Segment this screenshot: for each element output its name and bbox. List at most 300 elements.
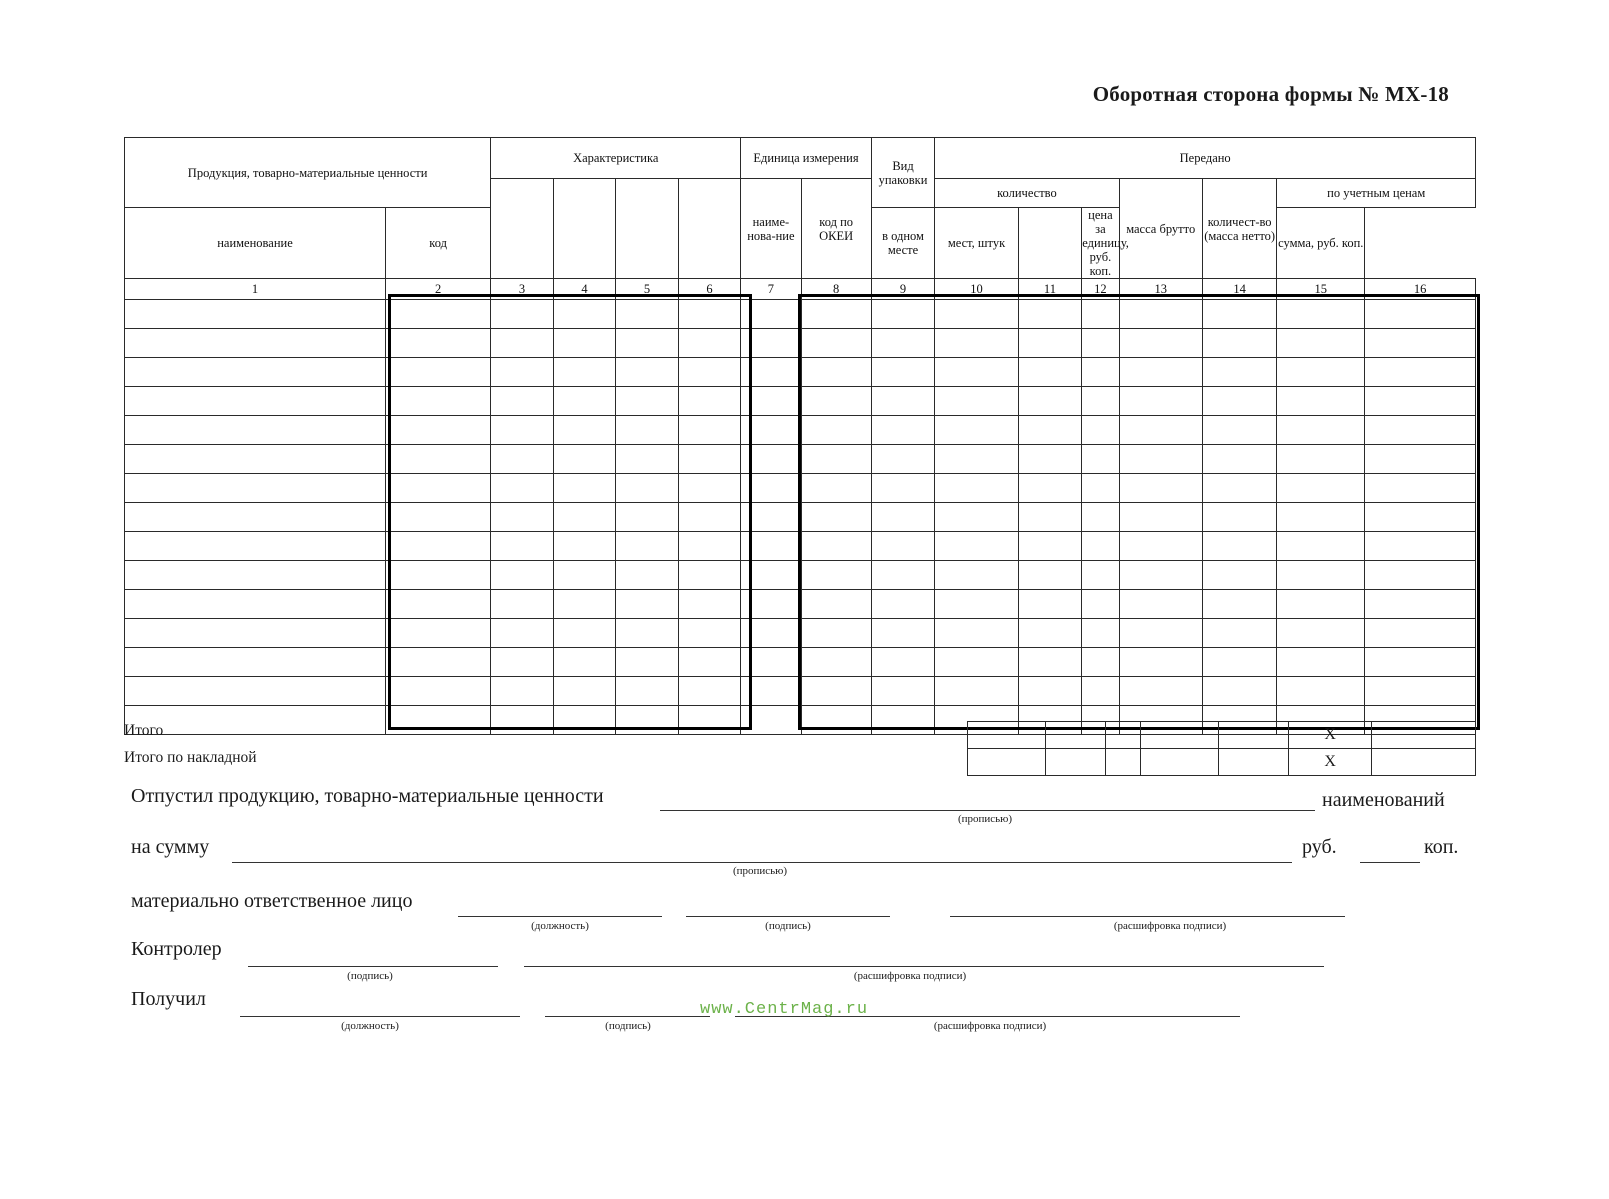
- table-cell[interactable]: [1365, 416, 1476, 445]
- table-cell[interactable]: [935, 648, 1018, 677]
- table-cell[interactable]: [741, 358, 801, 387]
- table-cell[interactable]: [1365, 329, 1476, 358]
- table-cell[interactable]: [553, 532, 616, 561]
- kop-label: коп.: [1424, 836, 1459, 858]
- table-cell[interactable]: [491, 358, 554, 387]
- table-cell[interactable]: [935, 503, 1018, 532]
- table-row[interactable]: [125, 590, 1476, 619]
- table-cell[interactable]: [935, 329, 1018, 358]
- table-cell[interactable]: [1365, 619, 1476, 648]
- totals-c11: [1046, 722, 1106, 749]
- table-cell[interactable]: [1018, 445, 1082, 474]
- table-cell[interactable]: [616, 387, 679, 416]
- table-cell[interactable]: [1202, 300, 1277, 329]
- table-cell[interactable]: [385, 619, 490, 648]
- th-sum: сумма, руб. коп.: [1277, 208, 1365, 279]
- table-cell[interactable]: [678, 503, 741, 532]
- table-cell[interactable]: [871, 358, 935, 387]
- table-cell[interactable]: [871, 677, 935, 706]
- table-cell[interactable]: [1018, 358, 1082, 387]
- th-in-one-place: в одном месте: [871, 208, 935, 279]
- table-row[interactable]: [125, 300, 1476, 329]
- sum-input-line[interactable]: [232, 862, 1292, 863]
- colnum-5: 5: [616, 279, 679, 300]
- table-cell[interactable]: [1365, 358, 1476, 387]
- table-cell[interactable]: [801, 532, 871, 561]
- table-cell[interactable]: [871, 590, 935, 619]
- table-cell[interactable]: [1202, 619, 1277, 648]
- table-cell[interactable]: [125, 561, 386, 590]
- table-row[interactable]: [125, 619, 1476, 648]
- responsible-decode-line[interactable]: [950, 916, 1345, 917]
- table-cell[interactable]: [871, 416, 935, 445]
- table-cell[interactable]: [125, 590, 386, 619]
- table-cell[interactable]: [1018, 329, 1082, 358]
- table-cell[interactable]: [1119, 648, 1202, 677]
- table-row[interactable]: [125, 561, 1476, 590]
- table-cell[interactable]: [1018, 590, 1082, 619]
- table-cell[interactable]: [935, 300, 1018, 329]
- table-cell[interactable]: [125, 503, 386, 532]
- colnum-8: 8: [801, 279, 871, 300]
- table-cell[interactable]: [491, 648, 554, 677]
- sum-caption: (прописью): [732, 865, 788, 877]
- table-cell[interactable]: [616, 590, 679, 619]
- table-cell[interactable]: [491, 532, 554, 561]
- table-cell[interactable]: [1119, 358, 1202, 387]
- table-cell[interactable]: [491, 329, 554, 358]
- table-cell[interactable]: [491, 590, 554, 619]
- form-title: Оборотная сторона формы № МХ-18: [1092, 82, 1449, 106]
- table-cell[interactable]: [1365, 387, 1476, 416]
- table-cell[interactable]: [385, 387, 490, 416]
- table-cell[interactable]: [125, 619, 386, 648]
- table-cell[interactable]: [1365, 503, 1476, 532]
- table-cell[interactable]: [1202, 474, 1277, 503]
- table-row[interactable]: [125, 503, 1476, 532]
- table-cell[interactable]: [801, 590, 871, 619]
- table-cell[interactable]: [125, 300, 386, 329]
- totals-c15-x: X: [1289, 722, 1371, 749]
- table-cell[interactable]: [616, 329, 679, 358]
- table-cell[interactable]: [553, 619, 616, 648]
- table-cell[interactable]: [125, 445, 386, 474]
- colnum-16: 16: [1365, 279, 1476, 300]
- table-cell[interactable]: [1202, 503, 1277, 532]
- table-cell[interactable]: [1082, 532, 1119, 561]
- table-cell[interactable]: [1082, 300, 1119, 329]
- table-cell[interactable]: [125, 677, 386, 706]
- th-places-pcs: мест, штук: [935, 208, 1018, 279]
- totals-c13: [1140, 722, 1218, 749]
- table-cell[interactable]: [491, 561, 554, 590]
- totals-c10: [967, 722, 1045, 749]
- controller-signature-caption: (подпись): [347, 970, 393, 982]
- table-cell[interactable]: [935, 358, 1018, 387]
- received-position-caption: (должность): [341, 1020, 399, 1032]
- table-cell[interactable]: [385, 474, 490, 503]
- table-cell[interactable]: [1018, 300, 1082, 329]
- table-cell[interactable]: [1082, 619, 1119, 648]
- table-cell[interactable]: [385, 416, 490, 445]
- table-cell[interactable]: [801, 677, 871, 706]
- table-cell[interactable]: [935, 561, 1018, 590]
- table-cell[interactable]: [385, 590, 490, 619]
- table-cell[interactable]: [1202, 329, 1277, 358]
- table-cell[interactable]: [125, 648, 386, 677]
- table-cell[interactable]: [616, 503, 679, 532]
- table-cell[interactable]: [385, 677, 490, 706]
- table-cell[interactable]: [935, 416, 1018, 445]
- controller-signature-line[interactable]: [248, 966, 498, 967]
- table-cell[interactable]: [741, 474, 801, 503]
- table-cell[interactable]: [801, 358, 871, 387]
- table-cell[interactable]: [1119, 677, 1202, 706]
- names-label: наименований: [1322, 789, 1445, 811]
- table-cell[interactable]: [1018, 677, 1082, 706]
- table-row[interactable]: [125, 677, 1476, 706]
- table-cell[interactable]: [1018, 387, 1082, 416]
- table-cell[interactable]: [1082, 387, 1119, 416]
- table-cell[interactable]: [1202, 445, 1277, 474]
- th-transferred: Передано: [935, 138, 1476, 179]
- responsible-decode-caption: (расшифровка подписи): [1113, 920, 1227, 932]
- table-cell[interactable]: [491, 300, 554, 329]
- table-cell[interactable]: [616, 532, 679, 561]
- table-row[interactable]: [125, 648, 1476, 677]
- table-cell[interactable]: [1277, 445, 1365, 474]
- table-cell[interactable]: [616, 445, 679, 474]
- table-cell[interactable]: [1082, 445, 1119, 474]
- table-cell[interactable]: [741, 387, 801, 416]
- totals-row: [124, 722, 1476, 749]
- table-cell[interactable]: [491, 503, 554, 532]
- table-cell[interactable]: [553, 474, 616, 503]
- table-cell[interactable]: [1119, 387, 1202, 416]
- table-cell[interactable]: [491, 445, 554, 474]
- th-qty-net: количест-во (масса нетто): [1202, 179, 1277, 279]
- table-cell[interactable]: [125, 532, 386, 561]
- table-cell[interactable]: [741, 329, 801, 358]
- controller-decode-caption: (расшифровка подписи): [853, 970, 967, 982]
- colnum-11: 11: [1018, 279, 1082, 300]
- table-cell[interactable]: [1365, 590, 1476, 619]
- table-cell[interactable]: [871, 532, 935, 561]
- table-cell[interactable]: [801, 329, 871, 358]
- table-cell[interactable]: [871, 300, 935, 329]
- th-unit-okei: код по ОКЕИ: [801, 179, 871, 279]
- table-cell[interactable]: [871, 387, 935, 416]
- table-cell[interactable]: [616, 561, 679, 590]
- table-cell[interactable]: [491, 474, 554, 503]
- colnum-9: 9: [871, 279, 935, 300]
- table-cell[interactable]: [385, 503, 490, 532]
- table-cell[interactable]: [1202, 387, 1277, 416]
- totals-c14: [1219, 722, 1289, 749]
- table-cell[interactable]: [935, 387, 1018, 416]
- table-cell[interactable]: [1018, 532, 1082, 561]
- table-cell[interactable]: [935, 677, 1018, 706]
- table-cell[interactable]: [1277, 619, 1365, 648]
- kop-input-line[interactable]: [1360, 862, 1420, 863]
- table-cell[interactable]: [491, 387, 554, 416]
- table-cell[interactable]: [871, 329, 935, 358]
- table-cell[interactable]: [491, 677, 554, 706]
- table-cell[interactable]: [385, 445, 490, 474]
- table-cell[interactable]: [385, 532, 490, 561]
- table-cell[interactable]: [871, 503, 935, 532]
- table-cell[interactable]: [1082, 474, 1119, 503]
- th-quantity: количество: [935, 179, 1119, 208]
- table-cell[interactable]: [1082, 416, 1119, 445]
- table-cell[interactable]: [801, 445, 871, 474]
- table-cell[interactable]: [741, 503, 801, 532]
- table-cell[interactable]: [1018, 416, 1082, 445]
- table-cell[interactable]: [801, 648, 871, 677]
- table-cell[interactable]: [801, 561, 871, 590]
- table-cell[interactable]: [1365, 677, 1476, 706]
- table-cell[interactable]: [1277, 416, 1365, 445]
- table-cell[interactable]: [1119, 445, 1202, 474]
- table-row[interactable]: [125, 329, 1476, 358]
- controller-decode-line[interactable]: [524, 966, 1324, 967]
- released-input-line[interactable]: [660, 810, 1315, 811]
- table-cell[interactable]: [1202, 416, 1277, 445]
- table-cell[interactable]: [1365, 474, 1476, 503]
- table-cell[interactable]: [1082, 677, 1119, 706]
- table-cell[interactable]: [125, 387, 386, 416]
- table-cell[interactable]: [1202, 648, 1277, 677]
- table-cell[interactable]: [125, 358, 386, 387]
- table-cell[interactable]: [801, 300, 871, 329]
- table-cell[interactable]: [1082, 503, 1119, 532]
- colnum-14: 14: [1202, 279, 1277, 300]
- table-cell[interactable]: [1277, 329, 1365, 358]
- table-cell[interactable]: [491, 619, 554, 648]
- received-signature-line[interactable]: [545, 1016, 710, 1017]
- table-cell[interactable]: [1277, 358, 1365, 387]
- table-cell[interactable]: [801, 619, 871, 648]
- table-cell[interactable]: [1018, 648, 1082, 677]
- colnum-15: 15: [1277, 279, 1365, 300]
- table-cell[interactable]: [1365, 561, 1476, 590]
- table-cell[interactable]: [935, 532, 1018, 561]
- totals-c12: [1105, 722, 1140, 749]
- table-cell[interactable]: [1082, 561, 1119, 590]
- colnum-10: 10: [935, 279, 1018, 300]
- table-cell[interactable]: [553, 329, 616, 358]
- table-cell[interactable]: [1082, 648, 1119, 677]
- table-cell[interactable]: [125, 474, 386, 503]
- table-cell[interactable]: [1277, 474, 1365, 503]
- table-cell[interactable]: [741, 532, 801, 561]
- table-cell[interactable]: [871, 619, 935, 648]
- table-cell[interactable]: [1277, 387, 1365, 416]
- table-cell[interactable]: [801, 387, 871, 416]
- responsible-position-line[interactable]: [458, 916, 662, 917]
- table-cell[interactable]: [871, 561, 935, 590]
- th-price-per-unit: цена за единицу, руб. коп.: [1082, 208, 1129, 278]
- table-cell[interactable]: [385, 648, 490, 677]
- th-col12-blank: [1018, 208, 1082, 279]
- table-cell[interactable]: [678, 358, 741, 387]
- table-cell[interactable]: [553, 387, 616, 416]
- table-row[interactable]: [125, 416, 1476, 445]
- responsible-label: материально ответственное лицо: [131, 890, 413, 912]
- table-cell[interactable]: [1018, 561, 1082, 590]
- table-cell[interactable]: [385, 300, 490, 329]
- table-cell[interactable]: [678, 590, 741, 619]
- table-cell[interactable]: [1277, 590, 1365, 619]
- th-characteristic: Характеристика: [491, 138, 741, 179]
- table-cell[interactable]: [678, 474, 741, 503]
- table-row[interactable]: [125, 445, 1476, 474]
- table-cell[interactable]: [1277, 532, 1365, 561]
- table-cell[interactable]: [871, 445, 935, 474]
- table-cell[interactable]: [801, 416, 871, 445]
- table-cell[interactable]: [1202, 561, 1277, 590]
- table-cell[interactable]: [553, 677, 616, 706]
- table-cell[interactable]: [1277, 503, 1365, 532]
- table-cell[interactable]: [678, 677, 741, 706]
- table-cell[interactable]: [678, 619, 741, 648]
- table-cell[interactable]: [1365, 445, 1476, 474]
- table-row[interactable]: [125, 532, 1476, 561]
- controller-label: Контролер: [131, 938, 222, 960]
- colnum-4: 4: [553, 279, 616, 300]
- totals-block: [124, 721, 1476, 776]
- table-cell[interactable]: [678, 532, 741, 561]
- table-cell[interactable]: [1119, 532, 1202, 561]
- table-cell[interactable]: [1082, 358, 1119, 387]
- responsible-signature-caption: (подпись): [765, 920, 811, 932]
- th-char-3: [616, 179, 679, 279]
- table-cell[interactable]: [616, 416, 679, 445]
- table-cell[interactable]: [491, 416, 554, 445]
- received-label: Получил: [131, 988, 206, 1010]
- table-cell[interactable]: [1202, 532, 1277, 561]
- table-cell[interactable]: [1277, 648, 1365, 677]
- table-cell[interactable]: [678, 300, 741, 329]
- table-cell[interactable]: [1018, 619, 1082, 648]
- table-cell[interactable]: [553, 648, 616, 677]
- table-cell[interactable]: [616, 358, 679, 387]
- table-cell[interactable]: [553, 445, 616, 474]
- table-cell[interactable]: [385, 329, 490, 358]
- table-row[interactable]: [125, 387, 1476, 416]
- table-cell[interactable]: [125, 416, 386, 445]
- table-cell[interactable]: [553, 561, 616, 590]
- table-cell[interactable]: [1277, 561, 1365, 590]
- table-cell[interactable]: [935, 619, 1018, 648]
- released-caption: (прописью): [957, 813, 1013, 825]
- table-cell[interactable]: [1018, 503, 1082, 532]
- table-cell[interactable]: [1119, 503, 1202, 532]
- table-cell[interactable]: [678, 329, 741, 358]
- table-cell[interactable]: [678, 648, 741, 677]
- table-cell[interactable]: [385, 358, 490, 387]
- table-cell[interactable]: [935, 590, 1018, 619]
- received-decode-caption: (расшифровка подписи): [933, 1020, 1047, 1032]
- totals-c16: [1371, 722, 1475, 749]
- table-cell[interactable]: [553, 503, 616, 532]
- th-code: код: [385, 208, 490, 279]
- table-cell[interactable]: [125, 329, 386, 358]
- table-cell[interactable]: [616, 619, 679, 648]
- table-cell[interactable]: [616, 474, 679, 503]
- table-cell[interactable]: [1202, 358, 1277, 387]
- table-cell[interactable]: [871, 648, 935, 677]
- table-cell[interactable]: [553, 300, 616, 329]
- column-number-row: [125, 279, 1476, 300]
- table-cell[interactable]: [1119, 619, 1202, 648]
- table-cell[interactable]: [678, 445, 741, 474]
- table-cell[interactable]: [741, 590, 801, 619]
- table-cell[interactable]: [553, 590, 616, 619]
- table-cell[interactable]: [741, 416, 801, 445]
- table-cell[interactable]: [1277, 300, 1365, 329]
- table-cell[interactable]: [678, 416, 741, 445]
- table-cell[interactable]: [1365, 532, 1476, 561]
- table-cell[interactable]: [1119, 590, 1202, 619]
- table-cell[interactable]: [1365, 300, 1476, 329]
- table-cell[interactable]: [801, 474, 871, 503]
- responsible-position-caption: (должность): [531, 920, 589, 932]
- table-cell[interactable]: [1119, 329, 1202, 358]
- totals-inv-c15-x: X: [1289, 749, 1371, 776]
- table-cell[interactable]: [1202, 677, 1277, 706]
- table-cell[interactable]: [1119, 300, 1202, 329]
- table-cell[interactable]: [678, 387, 741, 416]
- responsible-signature-line[interactable]: [686, 916, 890, 917]
- table-cell[interactable]: [1119, 561, 1202, 590]
- table-cell[interactable]: [935, 474, 1018, 503]
- table-cell[interactable]: [741, 561, 801, 590]
- table-cell[interactable]: [1082, 329, 1119, 358]
- table-cell[interactable]: [741, 619, 801, 648]
- table-cell[interactable]: [801, 503, 871, 532]
- table-row[interactable]: [125, 358, 1476, 387]
- table-cell[interactable]: [1202, 590, 1277, 619]
- table-cell[interactable]: [741, 300, 801, 329]
- table-cell[interactable]: [741, 445, 801, 474]
- table-cell[interactable]: [1082, 590, 1119, 619]
- table-cell[interactable]: [553, 358, 616, 387]
- th-unit: Единица измерения: [741, 138, 871, 179]
- th-char-1: [491, 179, 554, 279]
- table-cell[interactable]: [553, 416, 616, 445]
- table-cell[interactable]: [1277, 677, 1365, 706]
- table-row[interactable]: [125, 474, 1476, 503]
- totals-invoice-label: Итого по накладной: [124, 748, 257, 766]
- colnum-6: 6: [678, 279, 741, 300]
- table-cell[interactable]: [741, 677, 801, 706]
- table-cell[interactable]: [935, 445, 1018, 474]
- table-cell[interactable]: [385, 561, 490, 590]
- table-cell[interactable]: [741, 648, 801, 677]
- table-cell[interactable]: [616, 677, 679, 706]
- table-cell[interactable]: [1018, 474, 1082, 503]
- table-cell[interactable]: [678, 561, 741, 590]
- received-position-line[interactable]: [240, 1016, 520, 1017]
- table-cell[interactable]: [616, 300, 679, 329]
- table-cell[interactable]: [1119, 474, 1202, 503]
- table-cell[interactable]: [616, 648, 679, 677]
- received-signature-caption: (подпись): [605, 1020, 651, 1032]
- table-cell[interactable]: [1365, 648, 1476, 677]
- table-cell[interactable]: [1119, 416, 1202, 445]
- table-cell[interactable]: [871, 474, 935, 503]
